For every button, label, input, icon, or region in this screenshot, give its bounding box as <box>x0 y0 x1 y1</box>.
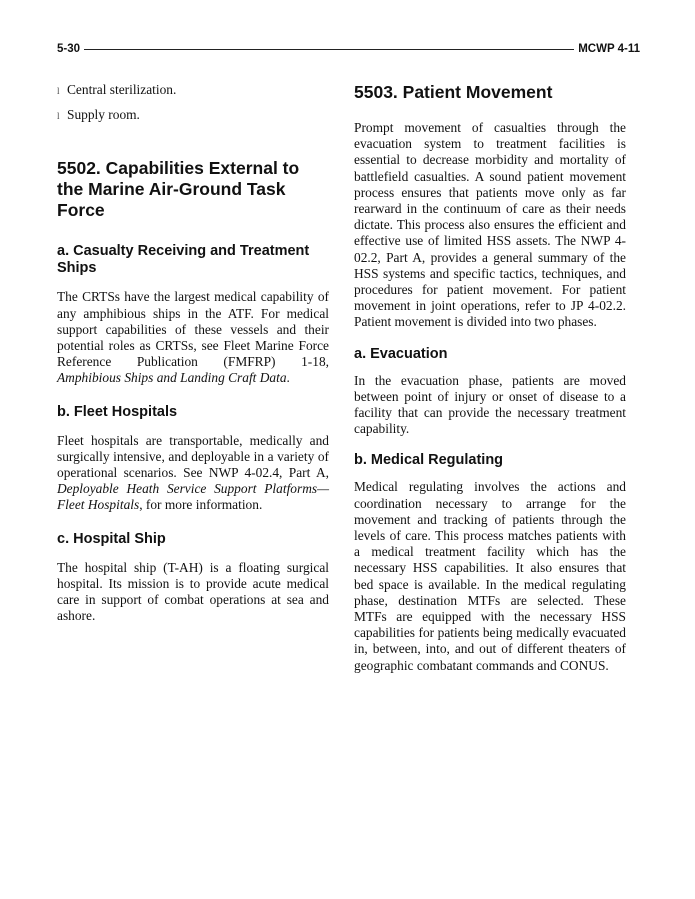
hospital-ship-paragraph: The hospital ship (T-AH) is a floating surgical hospital. Its mission is to provide acute medical care in support of combat operations at sea and ashore. <box>57 559 329 624</box>
subsection-hospital-ship-heading: c. Hospital Ship <box>57 530 166 547</box>
evacuation-paragraph: In the evacuation phase, patients are moved between point of injury or onset of disease to a facility that can provide the necessary treatment capability. <box>354 372 626 437</box>
bullet-text: Supply room. <box>67 107 140 123</box>
header-rule <box>57 49 640 50</box>
right-column <box>354 82 626 674</box>
bullet-item <box>57 107 329 124</box>
patient-movement-paragraph: Prompt movement of casualties through the evacuation system to treatment facilities is essential to decrease morbidity and mortality of battlefield casualties. A sound patient movement process ensures that patients move only as far rearward in the continuum of care as their needs dictate. This process also ensures the efficient and effective use of limited HSS assets. The NWP 4-02.2, Part A, provides a general summary of the HSS systems and specific tactics, techniques, and procedures for patient movement. For patient movement in joint operations, refer to JP 4-02.2. Patient movement is divided into two phases. <box>354 120 626 330</box>
subsection-fleet-hospitals-heading: b. Fleet Hospitals <box>57 403 178 420</box>
medical-regulating-paragraph: Medical regulating involves the actions and coordination necessary to arrange for the movement and tracking of patients through the levels of care. This process matches patients with a medical treatment facility which has the necessary HSS capabilities. It also ensures that bed space is available. In the medical regulating phase, destination MTFs are selected. These MTFs are equipped with the necessary HSS capabilities for patients being medically evacuated in, between, into, and out of different theaters of geographic combatant commands and CONUS. <box>354 479 626 673</box>
section-5502-heading: 5502. Capabilities External to the Marine Air-Ground Task Force <box>57 158 300 221</box>
subsection-medical-regulating-heading: b. Medical Regulating <box>354 452 504 469</box>
fleet-hospitals-paragraph: Fleet hospitals are transportable, medically and surgically intensive, and deployable in a variety of operational scenarios. See NWP 4-02.4, Part A, Deployable Heath Service Support Platforms—Fleet Hospitals, for more information. <box>57 432 329 513</box>
page-header <box>57 42 640 58</box>
bullet-icon: l <box>57 111 60 122</box>
bullet-icon: l <box>57 86 60 96</box>
left-column <box>57 82 329 624</box>
subsection-crts-heading: a. Casualty Receiving and Treatment Ships <box>57 243 310 277</box>
subsection-evacuation-heading: a. Evacuation <box>354 345 448 362</box>
page-number: 5-30 <box>57 42 84 56</box>
section-5503-heading: 5503. Patient Movement <box>354 82 553 102</box>
document-id: MCWP 4-11 <box>574 42 640 56</box>
crts-paragraph: The CRTSs have the largest medical capability of any amphibious ships in the ATF. For medical support capabilities of these vessels and their potential roles as CRTSs, see Fleet Marine Force Reference Publication (FMFRP) 1-18, Amphibious Ships and Landing Craft Data. <box>57 289 329 386</box>
bullet-text: Central sterilization. <box>67 82 177 97</box>
bullet-item <box>57 82 329 99</box>
